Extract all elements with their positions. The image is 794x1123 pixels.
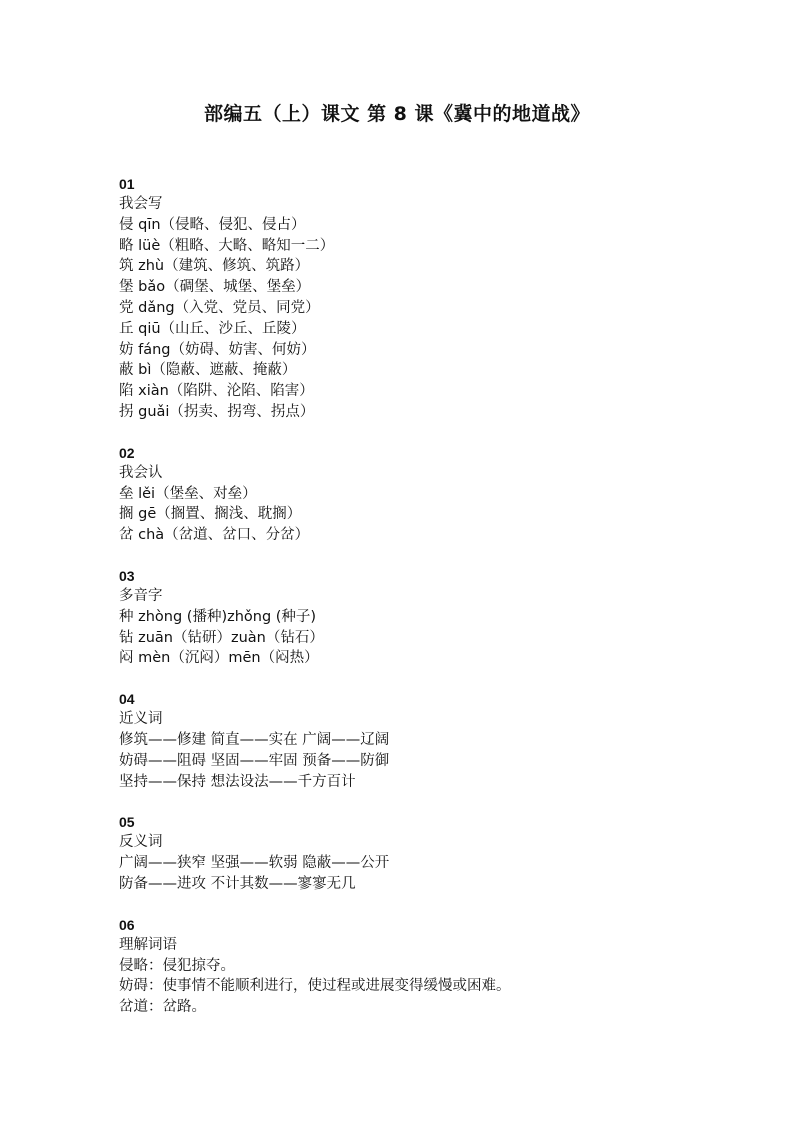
section-number: 05	[119, 814, 135, 831]
entry-line: 种 zhòng (播种)zhǒng (种子)	[119, 608, 317, 625]
section-heading: 反义词	[119, 834, 163, 851]
entry-line: 堡 bǎo（碉堡、城堡、堡垒）	[119, 279, 311, 296]
entry-line: 妨碍：使事情不能顺利进行，使过程或进展变得缓慢或困难。	[119, 978, 511, 995]
section-number: 06	[119, 916, 135, 933]
section-number: 01	[119, 176, 135, 192]
section-01	[119, 174, 739, 423]
entry-line: 修筑——修建 简直——实在 广阔——辽阔	[119, 731, 390, 748]
section-04	[119, 689, 739, 792]
page-title: 部编五（上）课文 第 8 课《冀中的地道战》	[203, 103, 591, 125]
entry-line: 广阔——狭窄 坚强——软弱 隐蔽——公开	[119, 855, 390, 872]
entry-line: 岔道：岔路。	[119, 999, 206, 1016]
entry-line: 坚持——保持 想法设法——千方百计	[119, 773, 356, 790]
entry-line: 侵略：侵犯掠夺。	[119, 957, 235, 974]
section-02	[119, 443, 739, 546]
entry-line: 钻 zuān（钻研）zuàn（钻石）	[119, 629, 324, 646]
section-06	[119, 915, 739, 1018]
content-body	[119, 174, 739, 1038]
section-number: 03	[119, 567, 135, 584]
entry-line: 蔽 bì（隐蔽、遮蔽、掩蔽）	[119, 362, 297, 379]
section-heading: 我会认	[119, 464, 163, 481]
entry-line: 岔 chà（岔道、岔口、分岔）	[119, 527, 310, 544]
entry-line: 略 lüè（粗略、大略、略知一二）	[119, 237, 335, 254]
entry-line: 闷 mèn（沉闷）mēn（闷热）	[119, 650, 319, 667]
section-05	[119, 812, 739, 894]
entry-line: 侵 qīn（侵略、侵犯、侵占）	[119, 216, 306, 233]
section-heading: 理解词语	[119, 936, 177, 953]
section-heading: 我会写	[119, 196, 163, 212]
entry-line: 筑 zhù（建筑、修筑、筑路）	[119, 258, 310, 275]
section-heading: 近义词	[119, 711, 163, 728]
entry-line: 党 dǎng（入党、党员、同党）	[119, 299, 320, 316]
section-number: 04	[119, 691, 135, 708]
section-03	[119, 566, 739, 669]
section-number: 02	[119, 444, 135, 461]
entry-line: 妨 fáng（妨碍、妨害、何妨）	[119, 341, 316, 358]
entry-line: 垒 lěi（堡垒、对垒）	[119, 485, 257, 502]
entry-line: 防备——进攻 不计其数——寥寥无几	[119, 875, 356, 892]
entry-line: 妨碍——阻碍 坚固——牢固 预备——防御	[119, 752, 390, 769]
entry-line: 陷 xiàn（陷阱、沦陷、陷害）	[119, 383, 314, 400]
entry-line: 拐 guǎi（拐卖、拐弯、拐点）	[119, 403, 315, 420]
entry-line: 丘 qiū（山丘、沙丘、丘陵）	[119, 320, 306, 337]
entry-line: 搁 gē（搁置、搁浅、耽搁）	[119, 506, 302, 523]
section-heading: 多音字	[119, 587, 163, 604]
